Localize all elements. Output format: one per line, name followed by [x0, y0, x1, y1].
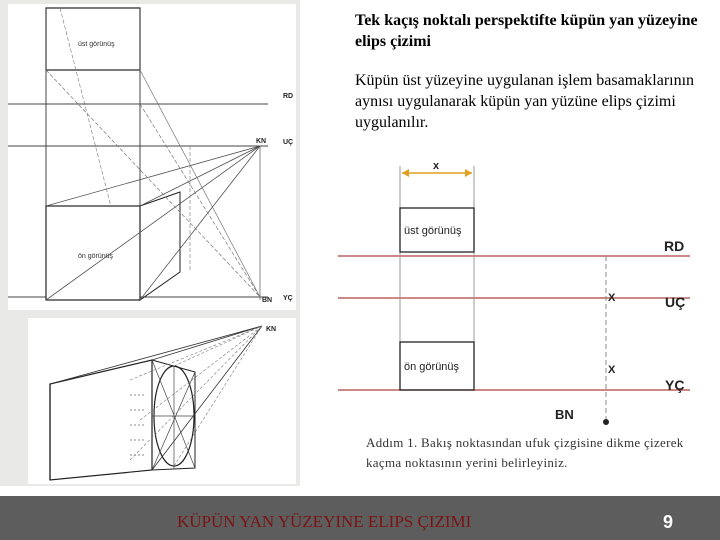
uc-label: UÇ: [665, 294, 686, 310]
footer-separator: [0, 486, 720, 496]
dimension-x-mid: X: [608, 292, 616, 304]
step-diagram: [338, 160, 690, 425]
front-view-label: ön görünüş: [404, 361, 460, 373]
step-caption: Addım 1. Bakış noktasından ufuk çizgisine dikme çizerek kaçma noktasının yerini belirleyiniz.: [366, 435, 684, 470]
top-view-label: üst görünüş: [78, 41, 115, 48]
top-view-label: üst görünüş: [404, 225, 462, 237]
top-view-square: [46, 8, 140, 70]
dimension-x-low: X: [608, 364, 616, 376]
step-diagram-svg: [338, 160, 690, 425]
yc-label: YÇ: [665, 377, 685, 393]
uc-label: UÇ: [283, 139, 294, 146]
lower-drawing-paper: [28, 318, 296, 484]
front-view-label: ön görünüş: [78, 253, 114, 260]
page-number: 9: [663, 512, 674, 532]
rd-label: RD: [664, 238, 685, 254]
perspective-illustration: [0, 0, 300, 486]
kn-label-lower: KN: [266, 326, 277, 333]
perspective-drawings-svg: [0, 0, 300, 486]
slide-title: Tek kaçış noktalı perspektifte küpün yan yüzeyine elips çizimi: [355, 12, 698, 50]
footer-title: KÜPÜN YAN YÜZEYINE ELIPS ÇIZIMI: [177, 512, 472, 531]
bn-label: BN: [262, 297, 273, 304]
kn-label: KN: [256, 138, 267, 145]
bn-point: [603, 419, 609, 425]
yc-label: YÇ: [283, 295, 293, 302]
slide-description: Küpün üst yüzeyine uygulanan işlem basamaklarının aynısı uygulanarak küpün yan yüzüne elips çizimi uygulanılır.: [355, 72, 695, 131]
rd-label: RD: [283, 93, 294, 100]
bn-label: BN: [555, 407, 574, 422]
dimension-x-top: x: [433, 160, 440, 172]
